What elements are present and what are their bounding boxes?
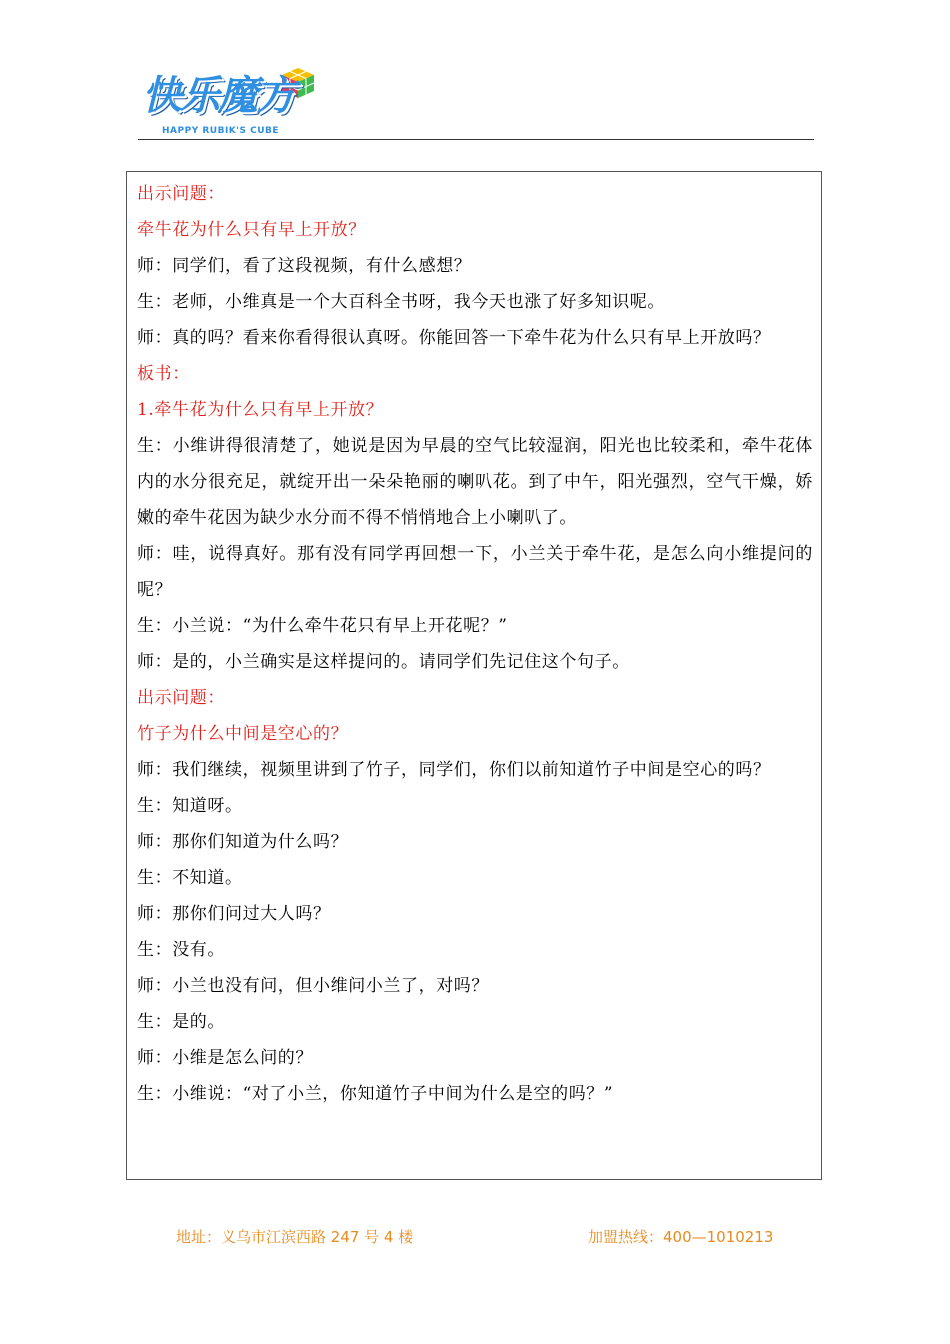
dialogue-line: 师：小兰也没有问，但小维问小兰了，对吗？ <box>137 976 489 996</box>
dialogue-line: 师：真的吗？看来你看得很认真呀。你能回答一下牵牛花为什么只有早上开放吗？ <box>137 328 771 348</box>
dialogue-line: 师：那你们知道为什么吗？ <box>137 832 349 852</box>
header-divider <box>138 139 814 140</box>
brand-logo <box>140 66 320 140</box>
section-heading-line: 板书： <box>137 364 190 384</box>
footer-hotline: 加盟热线：400—1010213 <box>588 1228 774 1246</box>
section-heading-line: 出示问题： <box>137 184 225 204</box>
section-heading-line: 1.牵牛花为什么只有早上开放？ <box>137 400 384 420</box>
footer-address: 地址：义乌市江滨西路 247 号 4 楼 <box>176 1228 414 1246</box>
dialogue-line: 生：没有。 <box>137 940 225 960</box>
dialogue-line: 生：老师，小维真是一个大百科全书呀，我今天也涨了好多知识呢。 <box>137 292 665 312</box>
lesson-transcript-box <box>126 171 822 1180</box>
dialogue-line: 师：同学们，看了这段视频，有什么感想？ <box>137 256 472 276</box>
transcript-lines <box>137 176 813 1112</box>
dialogue-line: 生：小维说：“对了小兰，你知道竹子中间为什么是空的吗？” <box>137 1084 614 1104</box>
section-heading-line: 竹子为什么中间是空心的？ <box>137 724 349 744</box>
dialogue-line: 师：我们继续，视频里讲到了竹子，同学们，你们以前知道竹子中间是空心的吗？ <box>137 760 771 780</box>
dialogue-line: 师：是的，小兰确实是这样提问的。请同学们先记住这个句子。 <box>137 652 630 672</box>
dialogue-line: 生：知道呀。 <box>137 796 243 816</box>
section-heading-line: 牵牛花为什么只有早上开放？ <box>137 220 366 240</box>
dialogue-line: 生：小维讲得很清楚了，她说是因为早晨的空气比较湿润，阳光也比较柔和，牵牛花体内的水分很充足，就绽开出一朵朵艳丽的喇叭花。到了中午，阳光强烈，空气干燥，娇嫩的牵牛花因为缺少水分而不得不悄悄地合上小喇叭了。 <box>137 436 813 528</box>
section-heading-line: 出示问题： <box>137 688 225 708</box>
dialogue-line: 师：小维是怎么问的？ <box>137 1048 313 1068</box>
logo-subtitle: HAPPY RUBIK'S CUBE <box>162 126 280 136</box>
dialogue-line: 师：哇，说得真好。那有没有同学再回想一下，小兰关于牵牛花，是怎么向小维提问的呢？ <box>137 544 813 600</box>
dialogue-line: 生：不知道。 <box>137 868 243 888</box>
logo-text: 快乐魔方 <box>142 73 294 119</box>
dialogue-line: 生：是的。 <box>137 1012 225 1032</box>
dialogue-line: 生：小兰说：“为什么牵牛花只有早上开花呢？” <box>137 616 508 636</box>
dialogue-line: 师：那你们问过大人吗？ <box>137 904 331 924</box>
